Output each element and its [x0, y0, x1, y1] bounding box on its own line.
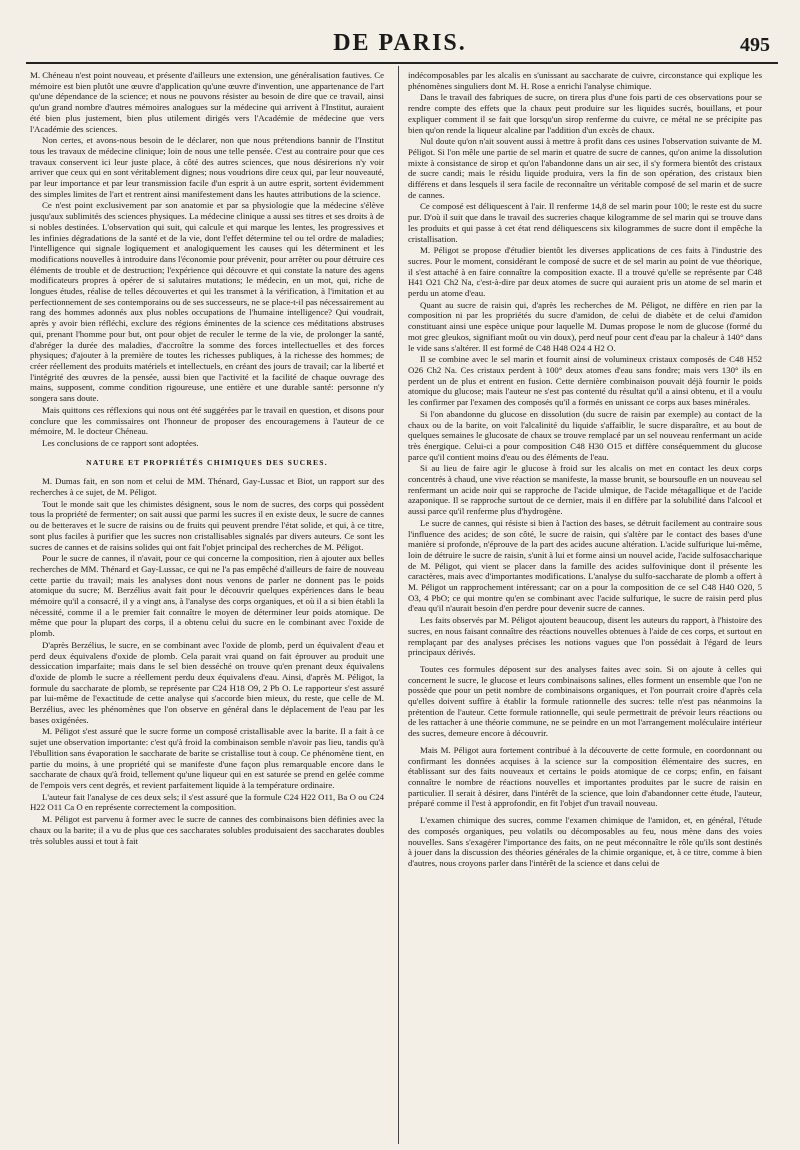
paragraph: Les conclusions de ce rapport sont adoptées. [42, 437, 199, 448]
paragraph: Toutes ces formules déposent sur des analyses faites avec soin. Si on ajoute à celles qui concernent le sucre, le glucose et leurs combinaisons salines, elles forment un ensemble que l'on ne possède que pour un petit nombre de combinaisons organiques, et l'on pourrait croire d'après cela qu'elles doivent suffire à établir la formule rationnelle des sucres: telle n'est pas néanmoins la prétention de l'auteur. Cette formule rationnelle, qui seule permettrait de prévoir leurs réactions ou de les rattacher à une théorie commune, ne se peindre en un mot l'arrangement moléculaire intérieur des sucres, demeure encore à découvrir. [408, 663, 762, 739]
paragraph: Dans le travail des fabriques de sucre, on tirera plus d'une fois parti de ces observations pour se rendre compte des effets que la chaux peut produire sur les liquides sucrés, bouillans, et pour expliquer comment il se fait que lorsqu'un sirop renferme du cuivre, ce métal ne se précipite pas bien qu'on rende la liqueur alcaline par l'addition d'un excès de chaux. [408, 92, 762, 135]
paragraph: M. Chéneau n'est point nouveau, et présente d'ailleurs une extension, une généralisation fautives. Ce mémoire est bien plutôt une œuvre d'application qu'une œuvre d'invention, une appartenance de l'art qu'une dépendance de la science; et nous ne pouvons résister au besoin de dire que ce travail, ainsi qu'un grand nombre d'autres mémoires analogues sur la médecine qui arrivent à l'Institut, auraient été bien plus justement, bien plus utilement dirigés vers l'Académie de médecine que vers l'Académie des sciences. [30, 70, 384, 134]
paragraph: Ce n'est point exclusivement par son anatomie et par sa physiologie que la médecine s'élève jusqu'aux sublimités des sciences physiques. La médecine clinique a aussi ses titres et ses droits à de si nobles destinées. L'observation qui suit, qui calcule et qui marque les lentes, les progressives et les infinies dégradations de la santé et de la vie, dont l'effet détermine tel ou tel ordre de maladies; l'intelligence qui signale logiquement et analogiquement les causes qui les déterminent et les modifications nouvelles à introduire dans l'économie pour prévenir, pour arrêter ou pour détruire ces éléments de trouble et de destruction; l'expérience qui découvre et qui constate la nature des agens modificateurs propres à opérer de si salutaires mutations; le médecin, en un mot, qui, riche de longues études, réalise de telles découvertes et qui les transmet à la vérification, à l'imitation et au perfectionnement de ses contemporains ou de ses successeurs, ne se place-t-il pas nécessairement au rang des hommes adonnés aux plus nobles occupations de l'humaine intelligence? Qui voudrait, après y avoir bien réfléchi, exclure des régions éminentes de la science ces méditations abstruses qui, prenant l'homme pour but, ont pour objet de reculer le terme de la vie, de prolonger la santé, d'abréger la durée des maladies, d'accroître la somme des forces intellectuelles et des forces physiques; d'ajouter à la première de toutes les richesses publiques, à la richesse des hommes; de créer réellement des produits matériels et intellectuels, en créant des jours de travail; car la liberté et l'intégrité des œuvres de la pensée, aussi bien que l'activité et la facilité de chaque ouvrage des mains, supposent, comme condition rigoureuse, une entière et une durable santé: personne n'y songera sans doute. [30, 200, 384, 404]
paragraph: L'auteur fait l'analyse de ces deux sels; il s'est assuré que la formule C24 H22 O11, Ba O ou C24 H22 O11 Ca O en représente correctement la composition. [30, 791, 384, 813]
paragraph: L'examen chimique des sucres, comme l'examen chimique de l'amidon, et, en général, l'étude des composés organiques, peu volatils ou décomposables au feu, nous mène dans des voies nouvelles. Sans s'exagérer l'importance des faits, on ne peut méconnaître le rôle qu'ils sont destinés à jouer dans la discussion des théories générales de la chimie organique, et, à ce titre, comme à bien d'autres, nous croyons parler dans l'intérêt de la science et dans celui de [408, 815, 762, 868]
paragraph: M. Péligot est parvenu à former avec le sucre de cannes des combinaisons bien définies avec la chaux ou la barite; il a vu de plus que ces saccharates solubles produisaient des saccharates doubles très solubles aussi et tout à fait [30, 814, 384, 846]
page-header [0, 28, 800, 62]
column-divider [398, 66, 399, 1144]
paragraph: Mais quittons ces réflexions qui nous ont été suggérées par le travail en question, et disons pour conclure que les commissaires ont l'honneur de proposer des encouragemens à l'auteur de ce mémoire, M. le docteur Chéneau. [30, 404, 384, 437]
paragraph: Si au lieu de faire agir le glucose à froid sur les alcalis on met en contact les deux corps concentrés à chaud, une vive réaction se manifeste, la masse brunit, se boursoufle en un nouveau sel renfermant un acide noir qui se rapproche de l'acide ulmique, de l'acide métagallique et de l'acide azaponique. Il se rapproche surtout de ce dernier, mais il en diffère par la solubilité dans l'alcool et aussi parce qu'il renferme plus d'hydrogène. [408, 463, 762, 517]
paragraph: Le sucre de cannes, qui résiste si bien à l'action des bases, se détruit facilement au contraire sous l'influence des acides; de son côté, le sucre de raisin, qui s'altère par le contact des bases d'une manière si profonde, n'éprouve de la part des acides aucune altération. L'acide sulfurique lui-même, loin de détruire le sucre de raisin, s'unit à lui et forme ainsi un nouvel acide, l'acide sulfosaccharique de M. Péligot, qui vient se placer dans la famille des acides sulfovinique dont il présente les caractères, mais avec d'importantes modifications. L'analyse du sulfo-saccharate de plomb a offert à M. Péligot un rapprochement intéressant; car on a pour la composition de ce sel C48 H40 O20, 5 O3, 4 PbO; ce qui montre qu'en se combinant avec l'acide sulfurique, le sucre de raisin perd plus d'eau qu'il n'aurait besoin d'en perdre pour devenir sucre de cannes. [408, 517, 762, 614]
paragraph: Il se combine avec le sel marin et fournit ainsi de volumineux cristaux composés de C48 H52 O26 Ch2 Na. Ces cristaux perdent à 100° deux atomes d'eau sans fondre; mais vers 130° ils en perdent un de plus et entrent en fusion. Cette dernière combinaison pouvait déjà fournir le poids atomique du glucose; mais l'auteur ne s'est pas contenté du résultat qu'il a ainsi obtenu, et il a voulu les confirmer par l'examen des composés qu'il a formés en unissant ce corps aux bases minérales. [408, 354, 762, 408]
paragraph: Nul doute qu'on n'ait souvent aussi à mettre à profit dans ces usines l'observation suivante de M. Péligot. Si l'on mêle une partie de sel marin et quatre de sucre de cannes, qu'on anime la dissolution mixte à consistance de sirop et qu'on l'abandonne dans un air sec, il s'y formera bientôt des cristaux de sucre candi; mais le résidu liquide produira, vers la fin de son opération, des cristaux bien différens et dans lesquels il sera facile de reconnaître un véritable composé de sel marin et de sucre de cannes. [408, 136, 762, 200]
left-column [30, 70, 384, 1138]
paragraph: Si l'on abandonne du glucose en dissolution (du sucre de raisin par exemple) au contact de la chaux ou de la barite, on voit l'alcalinité du liquide s'affaiblir, le sucre disparaître, et au bout de quelques semaines le glucosate de chaux se trouve remplacé par un sel nouveau renfermant un acide très énergique. Celui-ci a pour composition C48 H30 O15 et diffère conséquemment du glucose parce qu'il contient moins d'eau ou des éléments de l'eau. [408, 408, 762, 462]
page-number: 495 [740, 34, 770, 56]
paragraph: Les faits observés par M. Péligot ajoutent beaucoup, disent les auteurs du rapport, à l'histoire des sucres, en nous faisant connaître des réactions nouvelles obtenues à l'aide de ces corps, et surtout en remplaçant par des analyses précises les notions vagues que l'on possédait à l'égard de leurs principaux dérivés. [408, 615, 762, 658]
header-rule [26, 62, 778, 64]
paragraph: Mais M. Péligot aura fortement contribué à la découverte de cette formule, en coordonnant ou confirmant les données acquises à la science sur la composition élémentaire des sucres, en établissant sur des faits nouveaux et certains le poids atomique de ce corps; enfin, en faisant connaître le nombre de réactions nouvelles et importantes produites par le sucre de raisin en particulier. Il serait à désirer, dans l'intérêt de la science, que loin d'abandonner cette étude, l'auteur, préparé comme il l'est à approfondir, en fit l'objet d'un travail nouveau. [408, 744, 762, 809]
section-heading: NATURE ET PROPRIÉTÉS CHIMIQUES DES SUCRES. [86, 457, 328, 467]
running-title: DE PARIS. [333, 30, 467, 56]
paragraph: M. Dumas fait, en son nom et celui de MM. Thénard, Gay-Lussac et Biot, un rapport sur des recherches à ce sujet, de M. Péligot. [30, 476, 384, 498]
paragraph: M. Péligot se propose d'étudier bientôt les diverses applications de ces faits à l'industrie des sucres. Pour le moment, considérant le composé de sucre et de sel marin au point de vue théorique, il s'est attaché à en faire connaître la composition exacte. Il a trouvé qu'elle se représente par C48 H41 O21 Ch2 Na, c'est-à-dire par deux atomes de sucre qui auraient pris un atome de sel marin et perdu un atome d'eau. [408, 245, 762, 299]
paragraph: Pour le sucre de cannes, il n'avait, pour ce qui concerne la composition, rien à ajouter aux belles recherches de MM. Thénard et Gay-Lussac, ce qui ne l'a pas empêché d'ailleurs de faire de nouveau cette partie du travail; mais les analyses dont nous venons de parler ne donnent pas le poids atomique du sucre; M. Berzélius avait fait pour le découvrir quelques expériences dans le beau mémoire qu'il a consacré, il y a vingt ans, à l'analyse des corps organiques, et où il a si bien établi la nécessité, comme il a le premier fait connaître le moyen de déterminer leur poids atomique. De même que pour la plupart des corps, il a obtenu celui du sucre en le combinant avec l'oxide de plomb. [30, 553, 384, 639]
paragraph: Ce composé est déliquescent à l'air. Il renferme 14,8 de sel marin pour 100; le reste est du sucre pur. D'où il suit que dans le travail des sucreries chaque kilogramme de sel marin qui se trouve dans les produits et qui passe à cet état rend déliquescens six kilogrammes de sucre dont il empêche la cristallisation. [408, 201, 762, 244]
paragraph: Non certes, et avons-nous besoin de le déclarer, non que nous prétendions bannir de l'Institut tous les travaux de médecine clinique; loin de nous une telle pensée. C'est au contraire pour que ces travaux conservent ici leur juste place, à côté des autres sciences, que nous désirerions n'y voir arriver que ceux qui en sont véritablement dignes; nous voudrions dire ceux qui, par leur nouveauté, par leur importance et par leur transmission facile d'un esprit à un autre esprit, sortent évidemment des simples limites de l'art et rentrent ainsi manifestement dans les hautes attributions de la science. [30, 135, 384, 199]
paragraph: M. Péligot s'est assuré que le sucre forme un composé cristallisable avec la barite. Il a fait à ce sujet une observation importante: c'est qu'à froid la combinaison semble n'avoir pas lieu, tandis qu'à l'ébullition sans évaporation le saccharate de barite se cristallise tout à coup. Ce phénomène tient, en partie du moins, à une propriété qui se manifeste d'une façon plus remarquable encore dans le saccharate de chaux qu'à froid, tellement qu'une liqueur qui en est saturée se prend en gelée comme de l'empois vers cent degrés, et revient parfaitement liquide à la température ordinaire. [30, 726, 384, 790]
paragraph: Tout le monde sait que les chimistes désignent, sous le nom de sucres, des corps qui possèdent tous la propriété de fermenter; on sait aussi que parmi les sucres il en existe deux, le sucre de cannes ou de betteraves et le sucre de raisins ou de fruits qui peuvent prendre l'état solide, et qui, à ce titre, sont plus faciles à purifier que les sucres non cristallisables signalés par divers auteurs. Ce sont les sucres de cannes et de raisins solides qui ont fait l'objet principal des recherches de M. Péligot. [30, 498, 384, 552]
paragraph: indécomposables par les alcalis en s'unissant au saccharate de cuivre, circonstance qui explique les phénomènes singuliers dont M. H. Rose a enrichi l'analyse chimique. [408, 70, 762, 91]
right-column [408, 70, 762, 1138]
paragraph: D'après Berzélius, le sucre, en se combinant avec l'oxide de plomb, perd un équivalent d'eau et perd deux équivalens d'oxide de plomb. Cela parait vrai quand on fait éprouver au produit une dessiccation imparfaite; mais dans le sel bien desséché on trouve qu'en prenant deux équivalens d'oxide de plomb le sucre a réellement perdu deux équivalens d'eau. Ainsi, d'après M. Péligot, la formule du saccharate de plomb, se représente par C24 H18 O9, 2 Pb O. Le rapporteur s'est assuré par lui-même de l'exactitude de cette analyse qui s'accorde bien mieux, du reste, que celle de M. Berzélius, avec les phénomènes que l'on observe en général dans le déplacement de l'eau par les bases oxigénées. [30, 639, 384, 725]
paragraph: Quant au sucre de raisin qui, d'après les recherches de M. Péligot, ne diffère en rien par la composition ni par les propriétés du sucre d'amidon, de celui de diabète et de celui d'amidon constituant ainsi une espèce unique pour laquelle M. Dumas propose le nom de glucose (formé du mot grec gleukos, signifiant moût ou vin doux), perd neuf pour cent d'eau par la chaleur à 140° dans le vide sans s'altérer. Il est formé de C48 H48 O24 4 H2 O. [408, 299, 762, 353]
